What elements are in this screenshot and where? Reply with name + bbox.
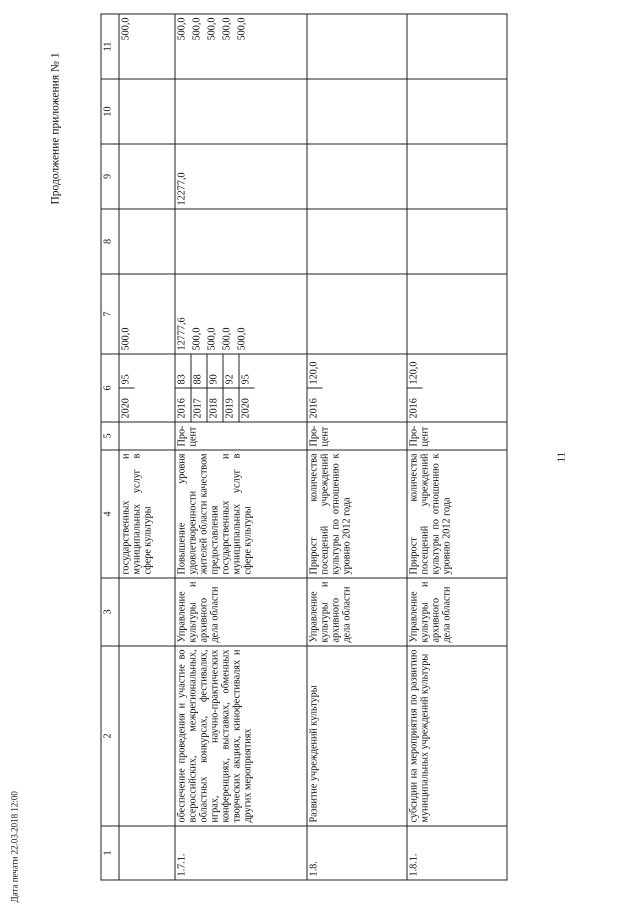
row-number: 1.7.1. xyxy=(175,826,307,880)
target-value-cell: 120,0 xyxy=(408,355,423,389)
funding-value xyxy=(120,210,135,274)
funding-row xyxy=(236,15,251,79)
funding-subtable xyxy=(308,15,323,79)
funding-subtable xyxy=(408,210,423,274)
funding-value xyxy=(408,210,423,274)
funding-value: 500,0 xyxy=(236,327,248,351)
funding-row xyxy=(176,275,191,354)
row-number: 1.8.1. xyxy=(407,826,507,880)
funding-c10 xyxy=(407,79,507,144)
funding-value xyxy=(308,275,323,354)
funding-subtable xyxy=(120,210,135,274)
row-year-values xyxy=(119,354,175,422)
funding-row xyxy=(206,80,221,144)
funding-c7 xyxy=(407,274,507,354)
funding-subtable xyxy=(120,145,135,209)
funding-row xyxy=(221,15,236,79)
col-number: 8 xyxy=(101,209,119,274)
row-executor: Управление культуры и архивного дела области xyxy=(307,578,407,646)
row-unit: Про-цент xyxy=(307,422,407,450)
funding-subtable xyxy=(408,275,423,354)
col-number: 1 xyxy=(101,826,119,880)
funding-row xyxy=(206,15,221,79)
row-indicator: Прирост количества посещений учреждений культуры по отношению к уровню 2012 года xyxy=(407,450,507,578)
funding-row xyxy=(221,145,236,209)
year-value-subtable xyxy=(308,355,323,422)
year-row xyxy=(120,355,135,422)
funding-value xyxy=(408,145,423,209)
row-indicator: государственных и муниципальных услуг в сфере культуры xyxy=(119,450,175,578)
funding-c7 xyxy=(307,274,407,354)
funding-c9 xyxy=(407,144,507,209)
funding-c11 xyxy=(119,14,175,79)
funding-row xyxy=(308,210,323,274)
table-row xyxy=(307,14,407,880)
funding-row xyxy=(120,210,135,274)
funding-value xyxy=(191,210,206,274)
funding-row xyxy=(408,210,423,274)
funding-c10 xyxy=(175,79,307,144)
funding-row xyxy=(176,210,191,274)
funding-subtable xyxy=(176,80,251,144)
funding-value: 500,0 xyxy=(120,17,132,41)
table-row xyxy=(175,14,307,880)
funding-subtable xyxy=(308,145,323,209)
row-executor: Управление культуры и архивного дела области xyxy=(407,578,507,646)
funding-subtable xyxy=(176,275,251,354)
col-number: 3 xyxy=(101,578,119,646)
year-value-subtable xyxy=(176,355,255,422)
funding-c8 xyxy=(307,209,407,274)
funding-value xyxy=(308,145,323,209)
funding-value xyxy=(408,15,423,79)
funding-value: 500,0 xyxy=(206,17,218,41)
funding-row xyxy=(176,145,191,209)
year-row xyxy=(408,355,423,422)
col-number: 2 xyxy=(101,646,119,826)
funding-subtable xyxy=(408,145,423,209)
funding-subtable xyxy=(176,15,251,79)
funding-c7 xyxy=(175,274,307,354)
funding-row xyxy=(191,80,206,144)
row-year-values xyxy=(175,354,307,422)
funding-value xyxy=(221,145,236,209)
year-cell: 2016 xyxy=(408,398,420,419)
funding-value xyxy=(206,145,221,209)
funding-row xyxy=(176,15,191,79)
funding-subtable xyxy=(176,210,251,274)
funding-row xyxy=(408,80,423,144)
funding-row xyxy=(191,210,206,274)
funding-row xyxy=(408,145,423,209)
funding-c9 xyxy=(307,144,407,209)
funding-row xyxy=(308,80,323,144)
col-number: 5 xyxy=(101,422,119,450)
funding-c8 xyxy=(175,209,307,274)
funding-subtable xyxy=(120,15,135,79)
funding-value xyxy=(191,145,206,209)
year-value-subtable xyxy=(408,355,423,422)
funding-subtable xyxy=(308,210,323,274)
row-indicator: Повышение уровня удовлетворенности жителей области качеством предоставления государственных и муниципальных услуг в сфере культуры xyxy=(175,450,307,578)
print-date: Дата печати 22.03.2018 12:00 xyxy=(9,791,20,903)
funding-subtable xyxy=(176,145,251,209)
funding-row xyxy=(206,275,221,354)
funding-row xyxy=(176,80,191,144)
row-name: субсидии на мероприятия по развитию муниципальных учреждений культуры xyxy=(407,646,507,826)
funding-row xyxy=(236,210,251,274)
col-number: 7 xyxy=(101,274,119,354)
funding-value: 500,0 xyxy=(236,17,248,41)
table-row xyxy=(119,14,175,880)
row-unit xyxy=(119,422,175,450)
table-row xyxy=(407,14,507,880)
funding-value: 500,0 xyxy=(221,327,233,351)
funding-c11 xyxy=(175,14,307,79)
funding-row xyxy=(206,210,221,274)
funding-c8 xyxy=(407,209,507,274)
row-unit: Про-цент xyxy=(175,422,307,450)
funding-value xyxy=(120,145,135,209)
year-row xyxy=(223,355,239,422)
program-table xyxy=(101,14,508,881)
rotated-page xyxy=(1,0,640,905)
year-cell: 2019 xyxy=(223,388,239,422)
year-row xyxy=(308,355,323,422)
funding-c11 xyxy=(407,14,507,79)
year-cell: 2016 xyxy=(176,388,192,422)
funding-value: 500,0 xyxy=(120,327,132,351)
col-number: 11 xyxy=(101,14,119,79)
funding-row xyxy=(221,210,236,274)
funding-row xyxy=(308,275,323,354)
funding-row xyxy=(120,145,135,209)
funding-c11 xyxy=(307,14,407,79)
row-name xyxy=(119,646,175,826)
year-row xyxy=(191,355,207,422)
target-value-cell: 90 xyxy=(207,355,223,389)
funding-value: 500,0 xyxy=(206,327,218,351)
funding-row xyxy=(408,15,423,79)
funding-row xyxy=(236,145,251,209)
funding-value: 500,0 xyxy=(191,17,203,41)
col-number: 6 xyxy=(101,354,119,422)
funding-subtable xyxy=(408,15,423,79)
funding-subtable xyxy=(120,80,135,144)
funding-value xyxy=(236,145,251,209)
year-row xyxy=(239,355,255,422)
year-cell: 2016 xyxy=(308,398,320,419)
year-cell: 2020 xyxy=(240,398,252,419)
row-year-values xyxy=(307,354,407,422)
funding-row xyxy=(221,275,236,354)
row-executor: Управление культуры и архивного дела области xyxy=(175,578,307,646)
table-body xyxy=(119,14,507,880)
funding-value xyxy=(191,80,206,144)
year-cell: 2020 xyxy=(120,398,132,419)
funding-value xyxy=(408,80,423,144)
funding-c9 xyxy=(175,144,307,209)
row-indicator: Прирост количества посещений учреждений культуры по отношению к уровню 2012 года xyxy=(307,450,407,578)
funding-row xyxy=(308,15,323,79)
funding-subtable xyxy=(408,80,423,144)
funding-value: 500,0 xyxy=(221,17,233,41)
funding-subtable xyxy=(308,80,323,144)
target-value-cell: 92 xyxy=(223,355,239,389)
funding-row xyxy=(236,80,251,144)
funding-value xyxy=(120,80,135,144)
year-row xyxy=(176,355,192,422)
funding-c7 xyxy=(119,274,175,354)
target-value-cell: 120,0 xyxy=(308,355,323,389)
funding-c10 xyxy=(307,79,407,144)
col-number: 10 xyxy=(101,79,119,144)
funding-value xyxy=(236,80,251,144)
funding-row xyxy=(191,275,206,354)
funding-subtable xyxy=(120,275,135,354)
funding-row xyxy=(120,80,135,144)
funding-row xyxy=(221,80,236,144)
target-value-cell: 83 xyxy=(176,355,192,389)
row-year-values xyxy=(407,354,507,422)
target-value-cell: 95 xyxy=(239,355,255,389)
row-number xyxy=(119,826,175,880)
funding-value xyxy=(206,210,221,274)
row-number: 1.8. xyxy=(307,826,407,880)
funding-row xyxy=(408,275,423,354)
funding-subtable xyxy=(308,275,323,354)
col-number: 9 xyxy=(101,144,119,209)
funding-value xyxy=(176,80,191,144)
funding-value: 500,0 xyxy=(176,17,188,41)
funding-row xyxy=(206,145,221,209)
funding-value xyxy=(308,15,323,79)
col-number: 4 xyxy=(101,450,119,578)
row-name: обеспечение проведения и участие во всероссийских, межрегиональных, областных конкурсах, фестивалях, играх, научно-практических конференциях, выставках, обменных творческих акциях, кинофестивалях и других мероприятиях xyxy=(175,646,307,826)
funding-value xyxy=(236,210,251,274)
target-value-cell: 88 xyxy=(191,355,207,389)
year-cell: 2017 xyxy=(191,388,207,422)
funding-c9 xyxy=(119,144,175,209)
row-unit: Про-цент xyxy=(407,422,507,450)
page-number: 11 xyxy=(555,451,568,463)
column-number-row xyxy=(101,14,119,880)
funding-row xyxy=(191,15,206,79)
funding-value xyxy=(308,80,323,144)
funding-value xyxy=(221,210,236,274)
funding-value xyxy=(408,275,423,354)
row-name: Развитие учреждений культуры xyxy=(307,646,407,826)
funding-value xyxy=(206,80,221,144)
appendix-label: Продолжение приложения № 1 xyxy=(49,52,62,205)
funding-row xyxy=(308,145,323,209)
funding-c8 xyxy=(119,209,175,274)
year-cell: 2018 xyxy=(207,388,223,422)
target-value-cell: 95 xyxy=(120,355,135,389)
funding-value xyxy=(176,210,191,274)
year-value-subtable xyxy=(120,355,135,422)
funding-value xyxy=(221,80,236,144)
funding-row xyxy=(120,275,135,354)
funding-value xyxy=(308,210,323,274)
funding-row xyxy=(236,275,251,354)
row-executor xyxy=(119,578,175,646)
funding-value: 12277,0 xyxy=(176,172,188,206)
year-row xyxy=(207,355,223,422)
funding-c10 xyxy=(119,79,175,144)
funding-row xyxy=(191,145,206,209)
funding-row xyxy=(120,15,135,79)
funding-value: 12777,6 xyxy=(176,317,188,351)
funding-value: 500,0 xyxy=(191,327,203,351)
